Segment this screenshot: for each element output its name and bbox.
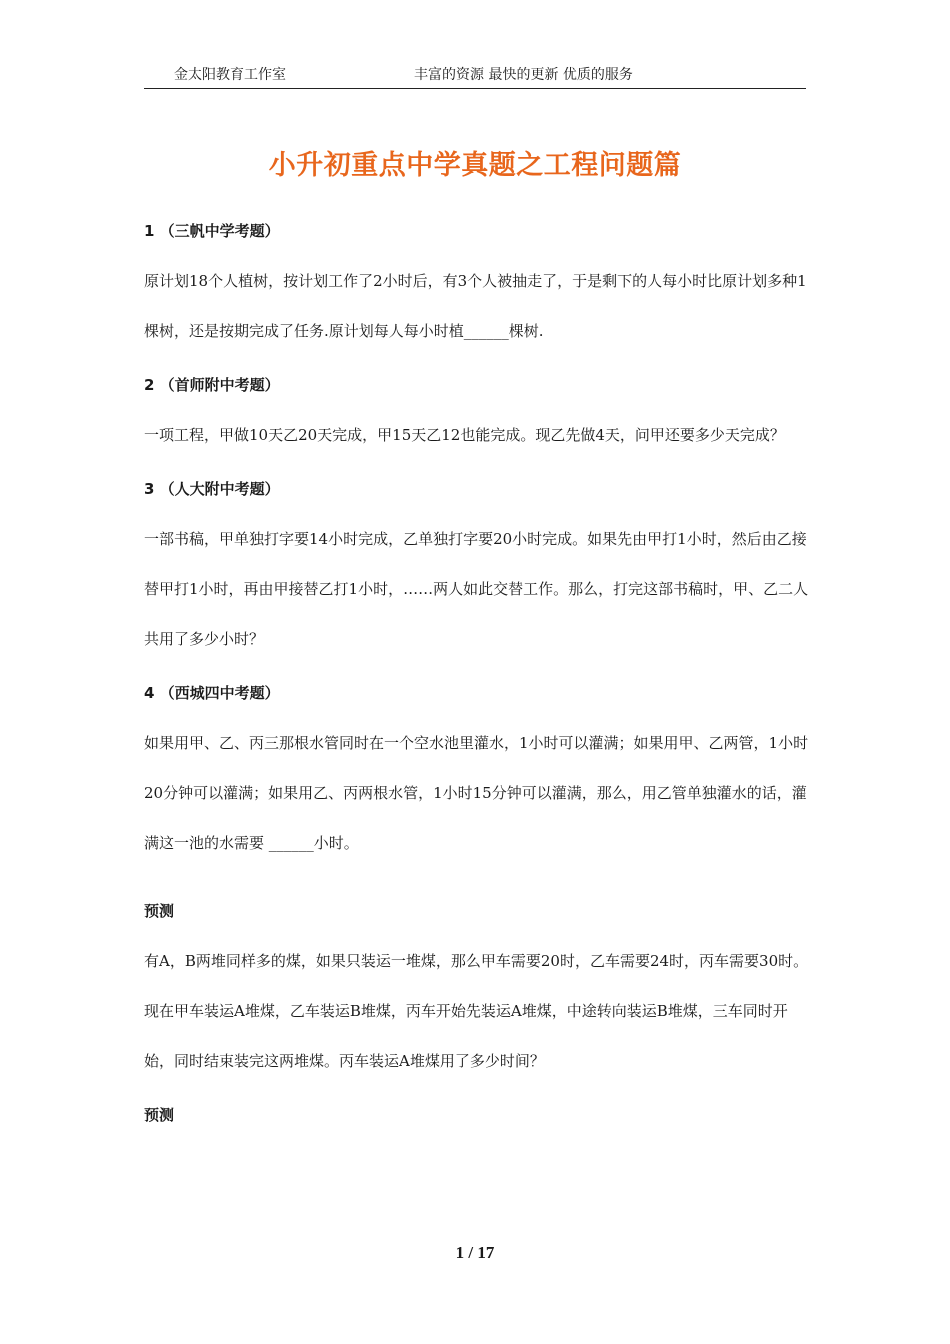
question-1-text: 原计划18个人植树，按计划工作了2小时后，有3个人被抽走了，于是剩下的人每小时比原计划多种1棵树，还是按期完成了任务.原计划每人每小时植______棵树. xyxy=(144,272,807,340)
header-studio-name: 金太阳教育工作室 xyxy=(174,67,286,83)
prediction-1-heading: 预测 xyxy=(144,902,175,920)
question-4-heading: 4 （西城四中考题） xyxy=(144,684,280,702)
page-header xyxy=(144,66,806,89)
document-title: 小升初重点中学真题之工程问题篇 xyxy=(268,150,682,181)
question-2-heading: 2 （首师附中考题） xyxy=(144,376,280,394)
question-1-heading: 1 （三帆中学考题） xyxy=(144,222,280,240)
question-2-text: 一项工程，甲做10天乙20天完成，甲15天乙12也能完成。现乙先做4天，问甲还要多少天完成？ xyxy=(144,426,785,444)
document-body xyxy=(144,218,810,1128)
question-3-heading: 3 （人大附中考题） xyxy=(144,480,280,498)
question-4-text: 如果用甲、乙、丙三那根水管同时在一个空水池里灌水，1小时可以灌满；如果用甲、乙两管，1小时20分钟可以灌满；如果用乙、丙两根水管，1小时15分钟可以灌满，那么，用乙管单独灌水的话，灌满这一池的水需要 ______小时。 xyxy=(144,734,809,852)
prediction-1-text: 有A，B两堆同样多的煤，如果只装运一堆煤，那么甲车需要20时，乙车需要24时，丙车需要30时。现在甲车装运A堆煤，乙车装运B堆煤，丙车开始先装运A堆煤，中途转向装运B堆煤，三车同时开始，同时结束装完这两堆煤。丙车装运A堆煤用了多少时间？ xyxy=(144,952,809,1070)
question-3-text: 一部书稿，甲单独打字要14小时完成，乙单独打字要20小时完成。如果先由甲打1小时，然后由乙接替甲打1小时，再由甲接替乙打1小时，……两人如此交替工作。那么，打完这部书稿时，甲、乙二人共用了多少小时？ xyxy=(144,530,809,648)
header-slogan: 丰富的资源 最快的更新 优质的服务 xyxy=(414,67,633,83)
page-number: 1 / 17 xyxy=(455,1243,495,1262)
prediction-2-heading: 预测 xyxy=(144,1106,175,1124)
